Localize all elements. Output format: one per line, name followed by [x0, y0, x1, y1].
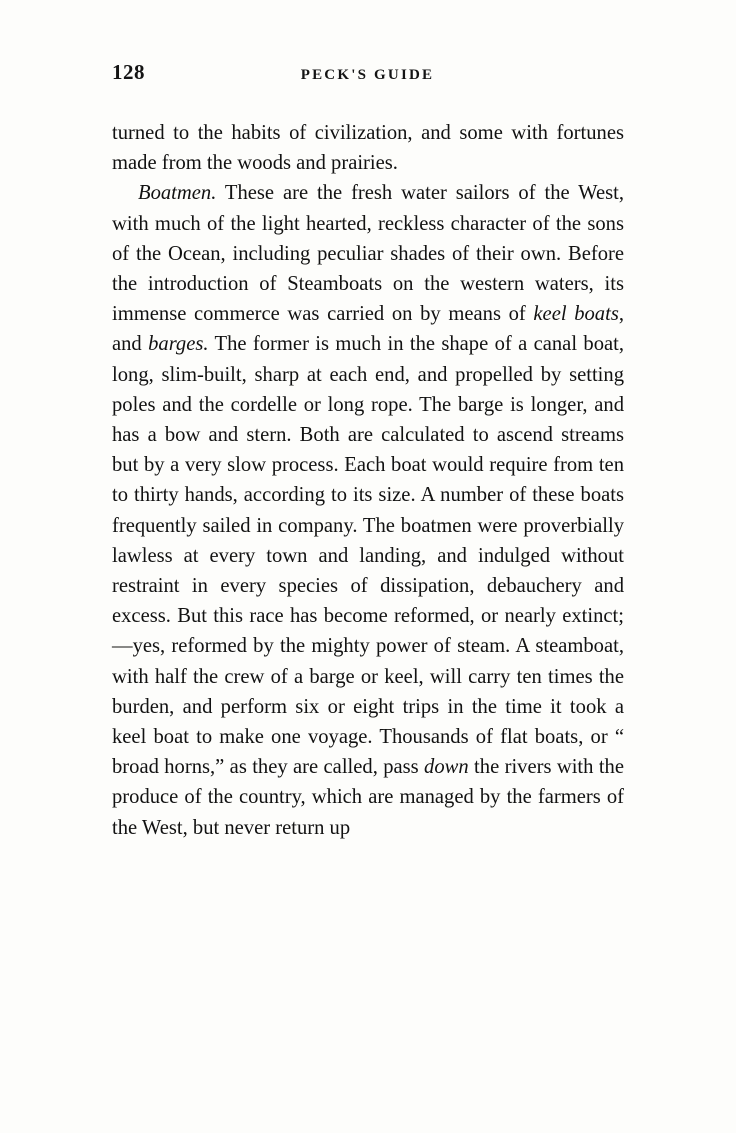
paragraph	[112, 178, 624, 842]
italic-run: Boatmen.	[138, 182, 217, 205]
text-run: The former is much in the shape of a canal boat, long, slim-built, sharp at each end, and propelled by setting poles and the cordelle or long rope. The barge is longer, and has a bow and stern. Both are calculated to ascend streams but by a very slow process. Each boat would require from ten to thirty hands, according to its size. A number of these boats frequently sailed in company. The boatmen were proverbially lawless at every town and landing, and indulged without restraint in every species of dissipation, debauchery and excess. But this race has become reformed, or nearly extinct;—yes, reformed by the mighty power of steam. A steamboat, with half the crew of a barge or keel, will carry ten times the burden, and perform six or eight trips in the time it took a keel boat to make one voyage. Thousands of flat boats, or “ broad horns,” as they are called, pass	[112, 333, 624, 779]
page-header	[112, 60, 624, 84]
running-head: PECK'S GUIDE	[300, 67, 435, 83]
page-number: 128	[112, 60, 145, 84]
text-run: the rivers with the produce of the country, which are managed by the farmers of the West, but never return up	[112, 756, 624, 839]
text-run: These are the fresh water sailors of the West, with much of the light hearted, reckless character of the sons of the Ocean, including peculiar shades of their own. Before the introduction of Steamboats on the western waters, its immense commerce was carried on by means of	[112, 182, 624, 326]
text-run: turned to the habits of civilization, and some with fortunes made from the woods and prairies.	[112, 122, 624, 175]
text-run: , and	[112, 303, 624, 356]
italic-run: keel boats	[533, 303, 619, 326]
italic-run: down	[424, 756, 469, 779]
page-body	[112, 118, 624, 843]
italic-run: barges.	[148, 333, 209, 356]
paragraph	[112, 118, 624, 178]
